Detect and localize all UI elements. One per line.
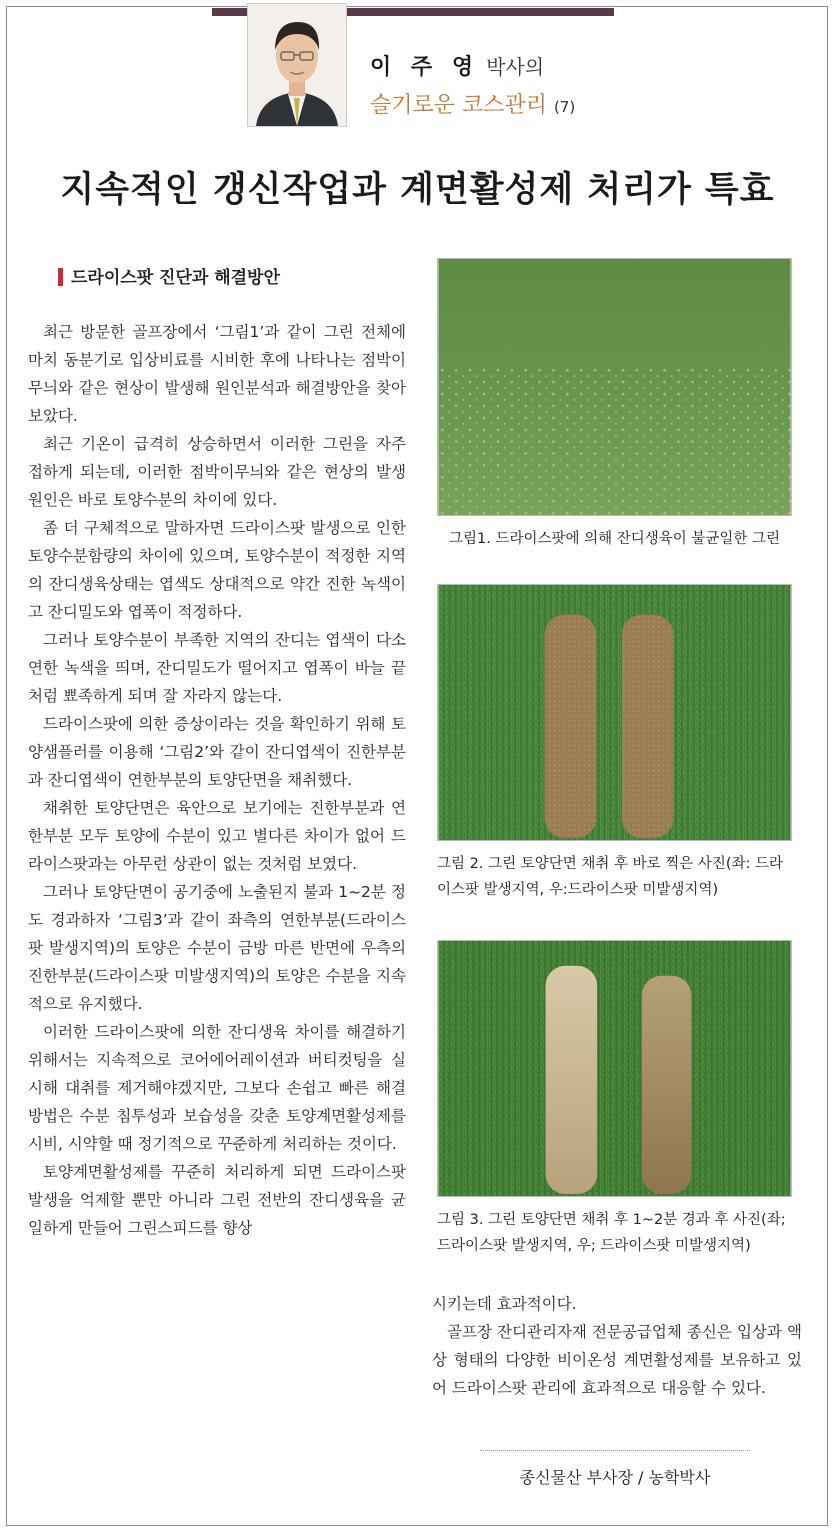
figure-3-photo xyxy=(437,940,792,1197)
paragraph: 채취한 토양단면은 육안으로 보기에는 진한부분과 연한부분 모두 토양에 수분이 있고 별다른 차이가 없어 드라이스팟과는 아무런 상관이 없는 것처럼 보였다. xyxy=(28,799,406,873)
figure-3-caption: 그림 3. 그린 토양단면 채취 후 1~2분 경과 후 사진(좌; 드라이스팟 발생지역, 우; 드라이스팟 미발생지역) xyxy=(437,1212,786,1254)
figure-1-photo xyxy=(437,258,792,516)
series-heading xyxy=(370,88,575,119)
paragraph: 최근 기온이 급격히 상승하면서 이러한 그린을 자주 접하게 되는데, 이러한 점박이무늬와 같은 현상의 발생원인은 바로 토양수분의 차이에 있다. xyxy=(28,435,406,509)
section-heading xyxy=(58,263,280,288)
paragraph: 드라이스팟에 의한 증상이라는 것을 확인하기 위해 토양샘플러를 이용해 ‘그림2’와 같이 잔디엽색이 진한부분과 잔디엽색이 연한부분의 토양단면을 채취했다. xyxy=(28,715,406,789)
author-name: 이 주 영 xyxy=(370,55,480,80)
series-title: 슬기로운 코스관리 xyxy=(370,93,548,118)
figure-2-photo xyxy=(437,584,792,841)
figure-3 xyxy=(437,940,792,1259)
paragraph-continuation: 시키는데 효과적이다. xyxy=(432,1295,577,1313)
author-suffix: 박사의 xyxy=(486,55,545,79)
paragraph: 그러나 토양단면이 공기중에 노출된지 불과 1~2분 정도 경과하자 ‘그림3’과 같이 좌측의 연한부분(드라이스팟 발생지역)의 토양은 수분이 금방 마른 반면에 우측의 진한부분(드라이스팟 미발생지역)의 토양은 수분을 지속적으로 유지했다. xyxy=(28,883,406,1013)
figure-2 xyxy=(437,584,792,903)
left-column xyxy=(28,318,406,1242)
paragraph: 그러나 토양수분이 부족한 지역의 잔디는 엽색이 다소 연한 녹색을 띄며, 잔디밀도가 떨어지고 엽폭이 바늘 끝처럼 뾰족하게 되며 잘 자라지 않는다. xyxy=(28,631,406,705)
paragraph: 이러한 드라이스팟에 의한 잔디생육 차이를 해결하기 위해서는 지속적으로 코어에어레이션과 버티컷팅을 실시해 대취를 제거해야겠지만, 그보다 손쉽고 빠른 해결 방법은 수분 침투성과 보습성을 갖춘 토양계면활성제를 시비, 시약할 때 정기적으로 꾸준하게 처리하는 것이다. xyxy=(28,1023,406,1153)
paragraph: 좀 더 구체적으로 말하자면 드라이스팟 발생으로 인한 토양수분함량의 차이에 있으며, 토양수분이 적정한 지역의 잔디생육상태는 엽색도 상대적으로 약간 진한 녹색이고 잔디밀도와 엽폭이 적정하다. xyxy=(28,519,406,621)
author-signature: 종신물산 부사장 / 농학박사 xyxy=(519,1468,711,1487)
section-heading-text: 드라이스팟 진단과 해결방안 xyxy=(71,268,280,288)
figure-2-caption: 그림 2. 그린 토양단면 채취 후 바로 찍은 사진(좌: 드라이스팟 발생지역, 우:드라이스팟 미발생지역) xyxy=(437,856,783,898)
article-title: 지속적인 갱신작업과 계면활성제 처리가 특효 xyxy=(60,169,775,210)
figure-1-caption: 그림1. 드라이스팟에 의해 잔디생육이 불균일한 그린 xyxy=(448,531,781,547)
footer-divider xyxy=(480,1450,750,1451)
paragraph: 최근 방문한 골프장에서 ‘그림1’과 같이 그린 전체에 마치 동분기로 입상비료를 시비한 후에 나타나는 점박이무늬와 같은 현상이 발생해 원인분석과 해결방안을 찾아보았다. xyxy=(28,323,406,425)
author-heading xyxy=(370,50,544,81)
figure-1 xyxy=(437,258,792,552)
paragraph: 토양계면활성제를 꾸준히 처리하게 되면 드라이스팟 발생을 억제할 뿐만 아니라 그린 전반의 잔디생육을 균일하게 만들어 그린스피드를 향상 xyxy=(28,1163,406,1237)
right-column-text xyxy=(432,1290,802,1402)
series-number: (7) xyxy=(554,98,576,116)
section-marker xyxy=(58,268,63,286)
author-portrait xyxy=(247,3,347,127)
paragraph: 골프장 잔디관리자재 전문공급업체 종신은 입상과 액상 형태의 다양한 비이온성 계면활성제를 보유하고 있어 드라이스팟 관리에 효과적으로 대응할 수 있다. xyxy=(432,1323,802,1397)
